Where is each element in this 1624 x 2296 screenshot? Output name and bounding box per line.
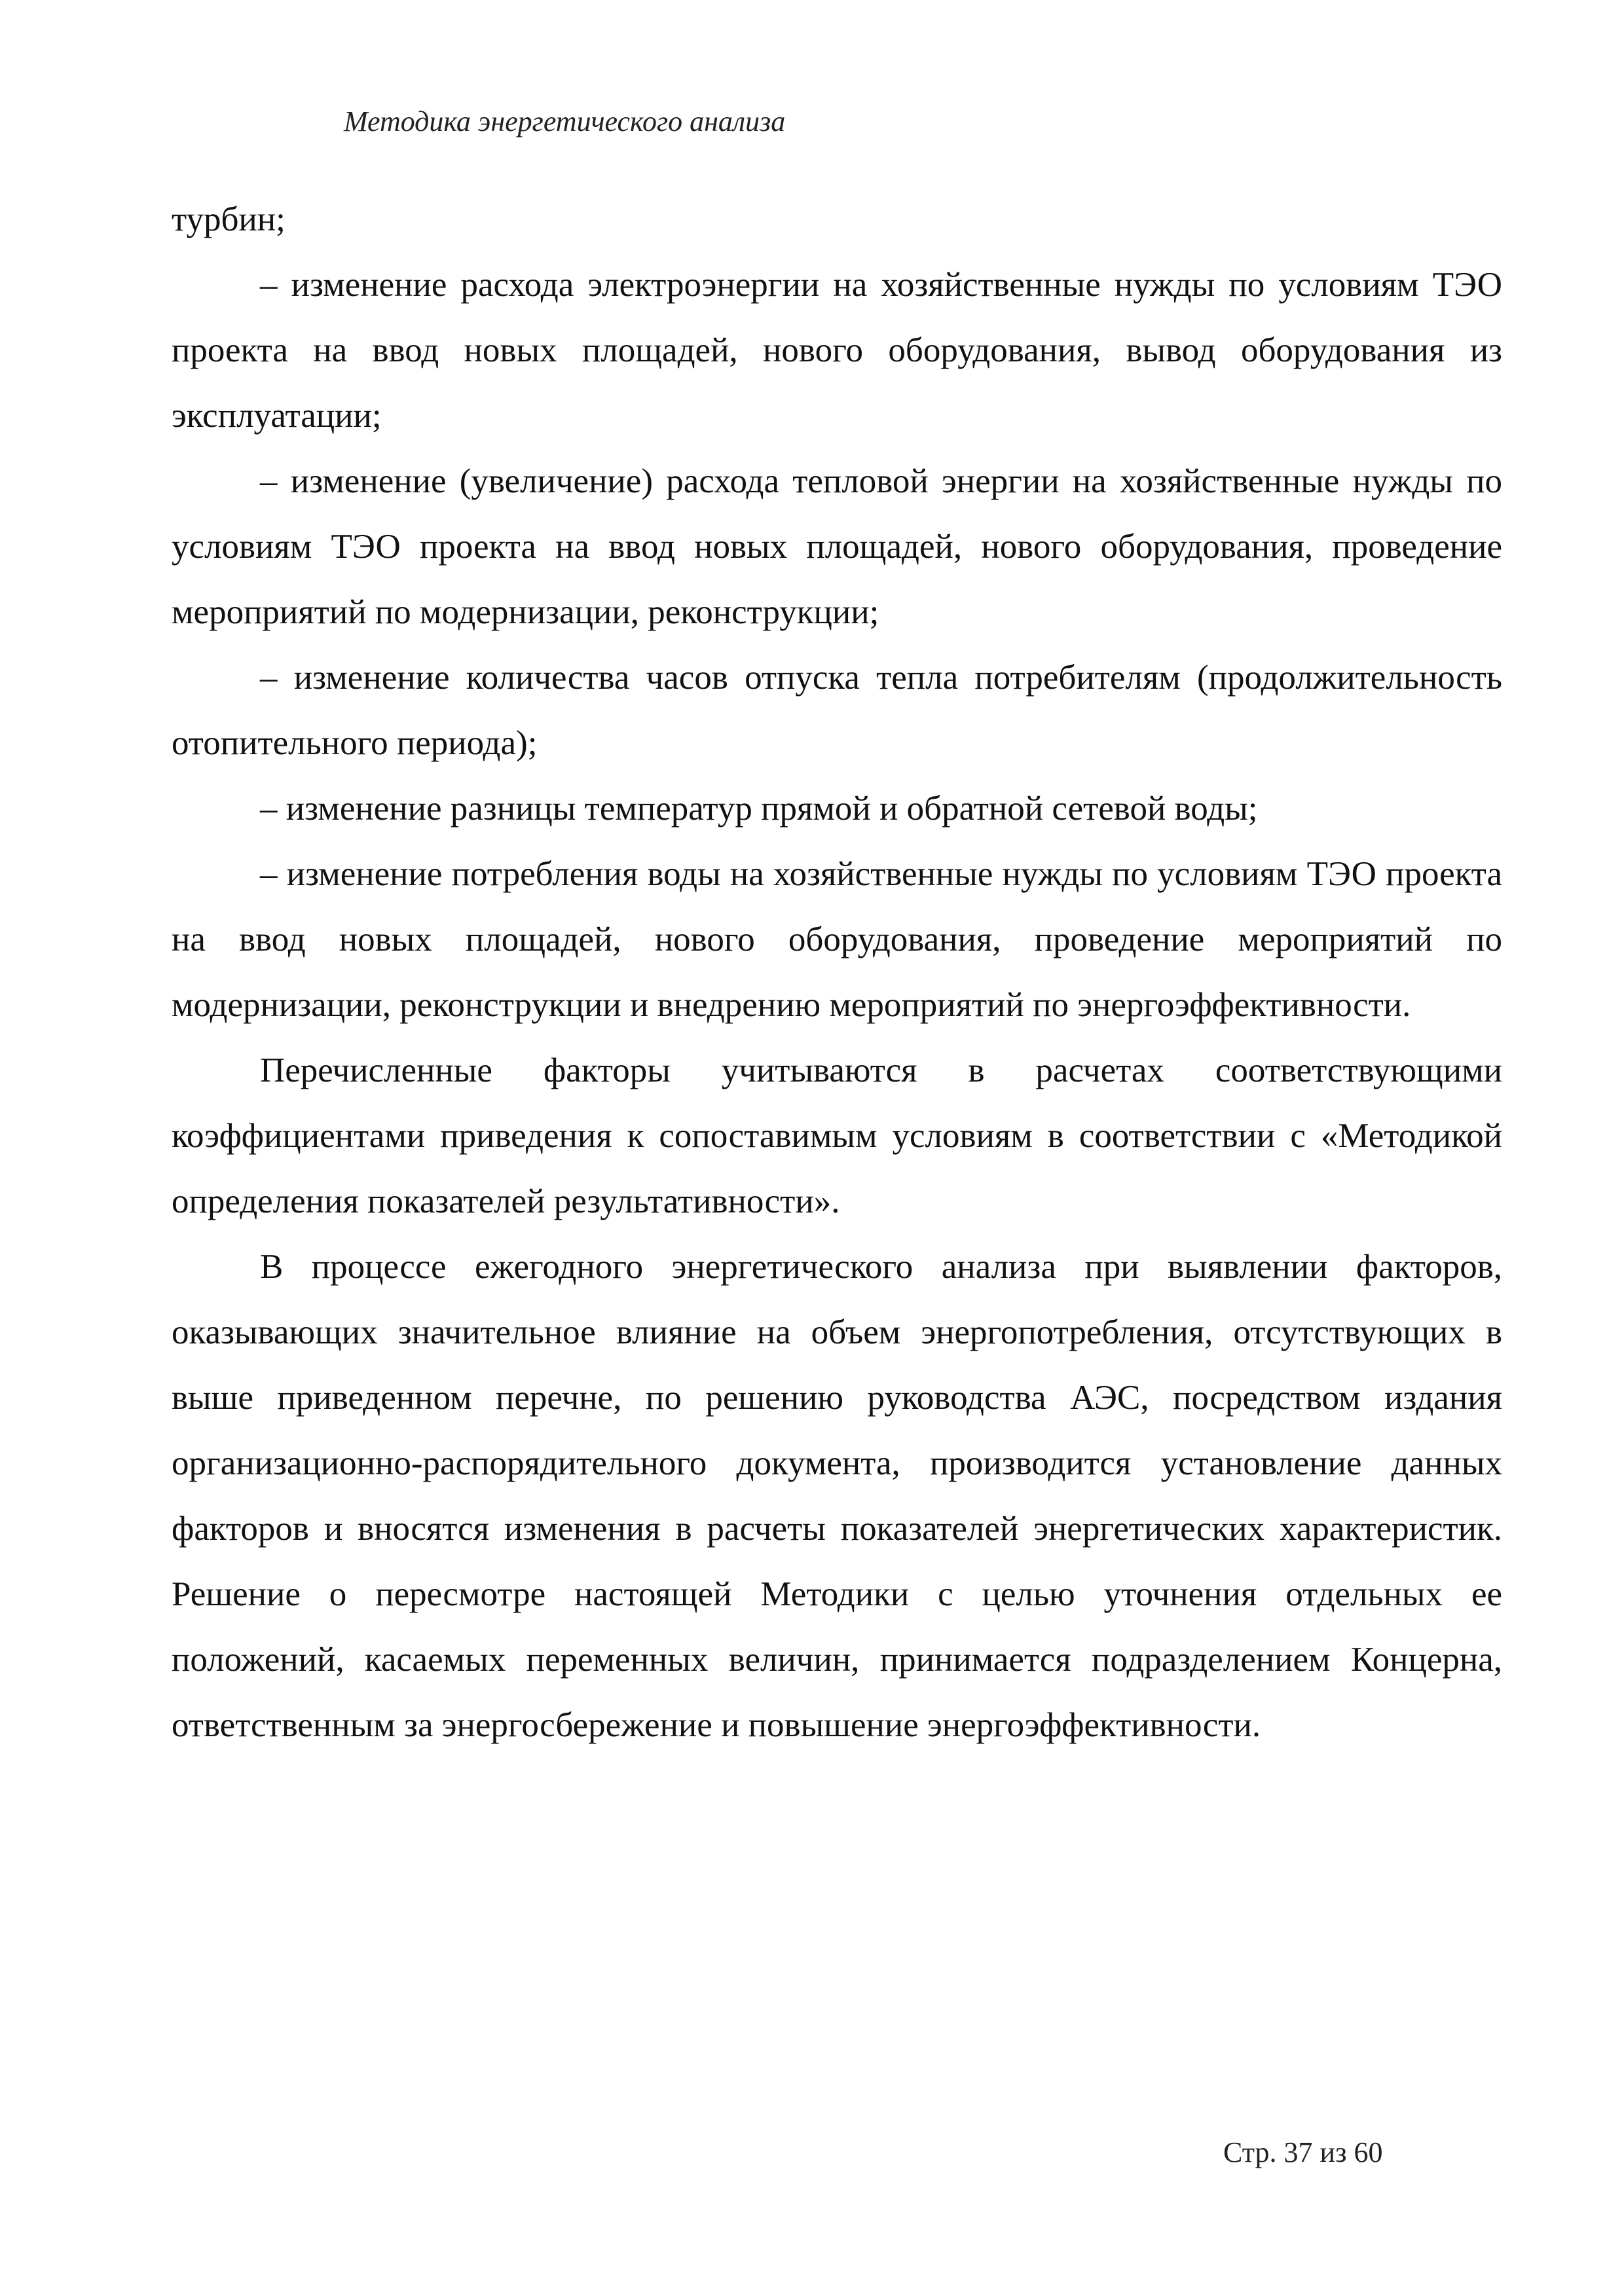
paragraph-annual-analysis: В процессе ежегодного энергетического анализа при выявлении факторов, оказывающих значительное влияние на объем энергопотребления, отсутствующих в выше приведенном перечне, по решению руководства АЭС, посредством издания организационно-распорядительного документа, производится установление данных факторов и вносятся изменения в расчеты показателей энергетических характеристик. Решение о пересмотре настоящей Методики с целью уточнения отдельных ее положений, касаемых переменных величин, принимается подразделением Концерна, ответственным за энергосбережение и повышение энергоэффективности. bbox=[172, 1248, 1502, 1744]
paragraph-factors-coefficients: Перечисленные факторы учитываются в расчетах соответствующими коэффициентами приведения к сопоставимым условиям в соответствии с «Методикой определения показателей результативности». bbox=[172, 1051, 1502, 1220]
paragraph-continuation: турбин; bbox=[172, 200, 286, 238]
list-item-heating-hours: – изменение количества часов отпуска тепла потребителям (продолжительность отопительного периода); bbox=[172, 659, 1502, 762]
list-item-electricity: – изменение расхода электроэнергии на хозяйственные нужды по условиям ТЭО проекта на ввод новых площадей, нового оборудования, вывод оборудования из эксплуатации; bbox=[172, 266, 1502, 435]
page-number: Стр. 37 из 60 bbox=[1223, 2136, 1383, 2168]
list-item-water-consumption: – изменение потребления воды на хозяйственные нужды по условиям ТЭО проекта на ввод новых площадей, нового оборудования, проведение мероприятий по модернизации, реконструкции и внедрению мероприятий по энергоэффективности. bbox=[172, 855, 1502, 1024]
list-item-heat-energy: – изменение (увеличение) расхода тепловой энергии на хозяйственные нужды по условиям ТЭО проекта на ввод новых площадей, нового оборудования, проведение мероприятий по модернизации, реконструкции; bbox=[172, 462, 1502, 631]
list-item-temperature-difference: – изменение разницы температур прямой и обратной сетевой воды; bbox=[260, 790, 1258, 828]
page-header-title: Методика энергетического анализа bbox=[344, 105, 786, 137]
document-body bbox=[172, 187, 1502, 1758]
